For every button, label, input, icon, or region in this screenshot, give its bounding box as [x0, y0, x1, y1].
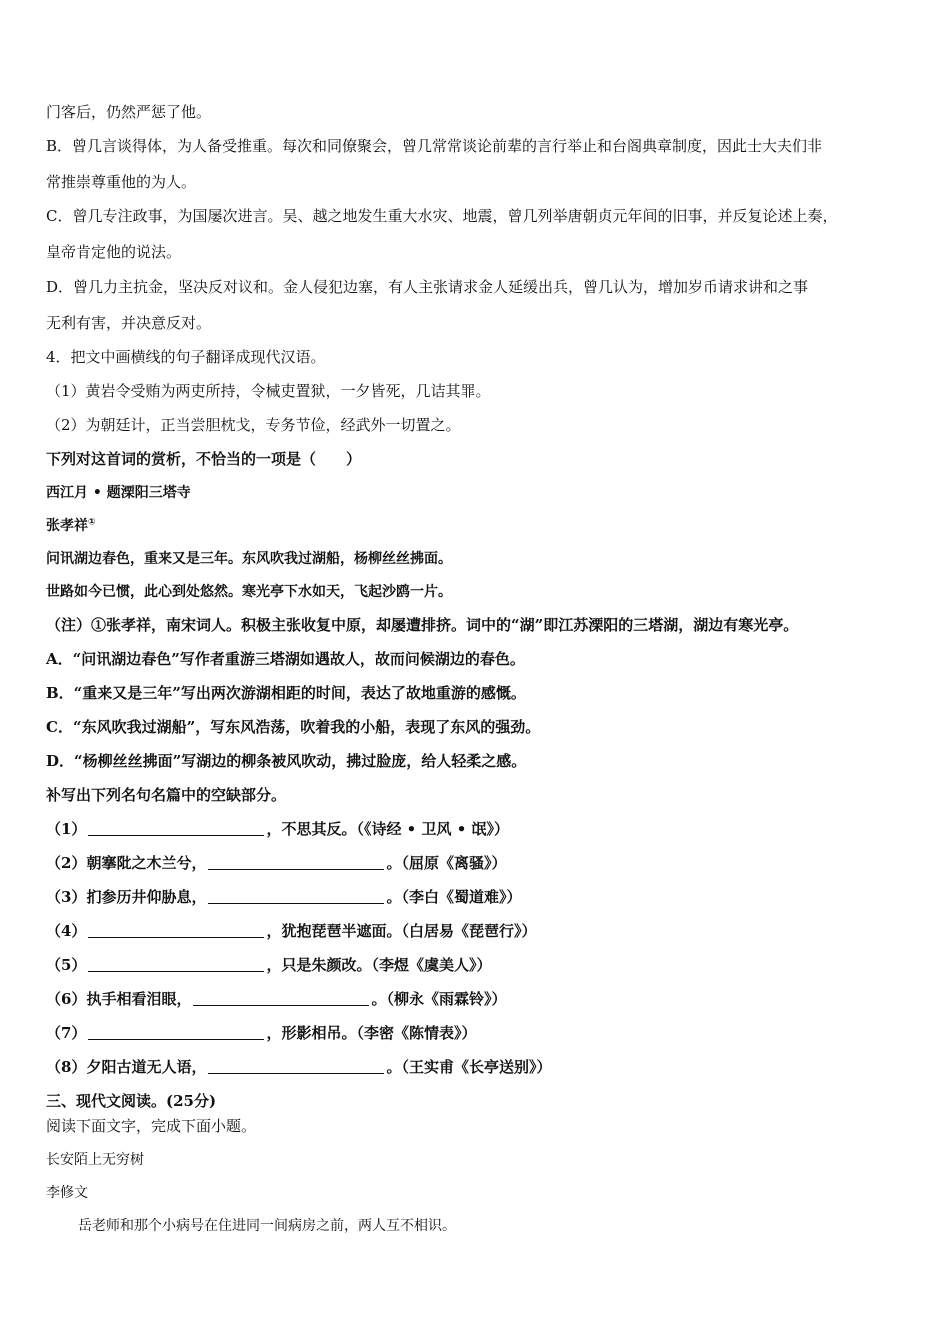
q4-sentence-2: （2）为朝廷计，正当尝胆枕戈，专务节俭，经武外一切置之。: [46, 416, 461, 434]
item-number: （8）: [46, 1058, 87, 1076]
poem-line-2: 世路如今已惯，此心到处悠然。寒光亭下水如天，飞起沙鸥一片。: [46, 584, 452, 600]
fill-in-item: [46, 989, 920, 1009]
item-number: （2）: [46, 854, 87, 872]
answer-blank[interactable]: [193, 991, 369, 1006]
q3-option-c-line2: 皇帝肯定他的说法。: [46, 243, 182, 261]
story-first-paragraph: 岳老师和那个小病号在住进同一间病房之前，两人互不相识。: [78, 1218, 456, 1234]
fill-in-item: [46, 887, 920, 907]
poem-title: 西江月 • 题溧阳三塔寺: [46, 485, 191, 501]
item-before: 扪参历井仰胁息，: [86, 888, 207, 906]
item-number: （7）: [46, 1024, 87, 1042]
item-after: 。（柳永《雨霖铃》）: [371, 990, 507, 1008]
poem-option-a: A．“问讯湖边春色”写作者重游三塔湖如遇故人，故而问候湖边的春色。: [46, 650, 525, 668]
item-number: （5）: [46, 956, 87, 974]
answer-blank[interactable]: [88, 821, 264, 836]
answer-blank[interactable]: [88, 957, 264, 972]
item-before: 夕阳古道无人语，: [86, 1058, 207, 1076]
item-after: 。（李白《蜀道难》）: [386, 888, 522, 906]
section3-instruction: 阅读下面文字，完成下面小题。: [46, 1117, 257, 1135]
q3-option-d-line2: 无利有害，并决意反对。: [46, 314, 212, 332]
item-after: ，不思其反。（《诗经 • 卫风 • 氓》）: [266, 820, 510, 838]
poem-line-1: 问讯湖边春色，重来又是三年。东风吹我过湖船，杨柳丝丝拂面。: [46, 551, 452, 567]
poem-option-d: D．“杨柳丝丝拂面”写湖边的柳条被风吹动，拂过脸庞，给人轻柔之感。: [46, 752, 527, 770]
section3-heading: 三、现代文阅读。(25分): [46, 1092, 217, 1110]
item-before: 朝搴阰之木兰兮，: [86, 854, 207, 872]
item-number: （3）: [46, 888, 87, 906]
q4-sentence-1: （1）黄岩令受贿为两吏所持，令械吏置狱，一夕皆死，几诘其罪。: [46, 382, 491, 400]
poem-author-line: [46, 516, 920, 536]
fill-in-item: [46, 1023, 920, 1043]
poem-option-c: C．“东风吹我过湖船”，写东风浩荡，吹着我的小船，表现了东风的强劲。: [46, 718, 541, 736]
answer-blank[interactable]: [88, 1025, 264, 1040]
item-after: ，只是朱颜改。（李煜《虞美人》）: [266, 956, 492, 974]
item-after: 。（屈原《离骚》）: [386, 854, 507, 872]
story-author: 李修文: [46, 1185, 88, 1201]
poem-option-b: B．“重来又是三年”写出两次游湖相距的时间，表达了故地重游的感慨。: [46, 684, 526, 702]
fill-in-item: [46, 955, 920, 975]
poem-question-prompt: 下列对这首词的赏析，不恰当的一项是（ ）: [46, 450, 362, 468]
item-number: （6）: [46, 990, 87, 1008]
fill-in-item: [46, 1057, 920, 1077]
q3-option-b-line2: 常推崇尊重他的为人。: [46, 173, 197, 191]
poem-author: 张孝祥: [46, 518, 88, 534]
q3-option-a-tail: 门客后，仍然严惩了他。: [46, 103, 212, 121]
fill-in-item: [46, 853, 920, 873]
answer-blank[interactable]: [208, 855, 384, 870]
fill-in-item: [46, 819, 920, 839]
answer-blank[interactable]: [208, 889, 384, 904]
q4-prompt: 4．把文中画横线的句子翻译成现代汉语。: [46, 348, 326, 366]
q3-option-c-line1: C．曾几专注政事，为国屡次进言。吴、越之地发生重大水灾、地震，曾几列举唐朝贞元年间的旧事，并反复论述上奏，: [46, 207, 838, 225]
poem-note: （注）①张孝祥，南宋词人。积极主张收复中原，却屡遭排挤。词中的“湖”即江苏溧阳的三塔湖，湖边有寒光亭。: [46, 616, 799, 634]
q3-option-d-line1: D．曾几力主抗金，坚决反对议和。金人侵犯边塞，有人主张请求金人延缓出兵，曾几认为，增加岁币请求讲和之事: [46, 278, 809, 296]
item-number: （4）: [46, 922, 87, 940]
fill-in-prompt: 补写出下列名句名篇中的空缺部分。: [46, 786, 287, 804]
item-before: 执手相看泪眼，: [86, 990, 192, 1008]
answer-blank[interactable]: [208, 1059, 384, 1074]
q3-option-b-line1: B．曾几言谈得体，为人备受推重。每次和同僚聚会，曾几常常谈论前辈的言行举止和台阁典章制度，因此士大夫们非: [46, 137, 823, 155]
author-note-mark: ①: [88, 517, 96, 528]
fill-in-item: [46, 921, 920, 941]
item-after: ，犹抱琵琶半遮面。（白居易《琵琶行》）: [266, 922, 537, 940]
story-title: 长安陌上无穷树: [46, 1152, 144, 1168]
item-after: ，形影相吊。（李密《陈情表》）: [266, 1024, 477, 1042]
item-after: 。（王实甫《长亭送别》）: [386, 1058, 552, 1076]
answer-blank[interactable]: [88, 923, 264, 938]
item-number: （1）: [46, 820, 87, 838]
